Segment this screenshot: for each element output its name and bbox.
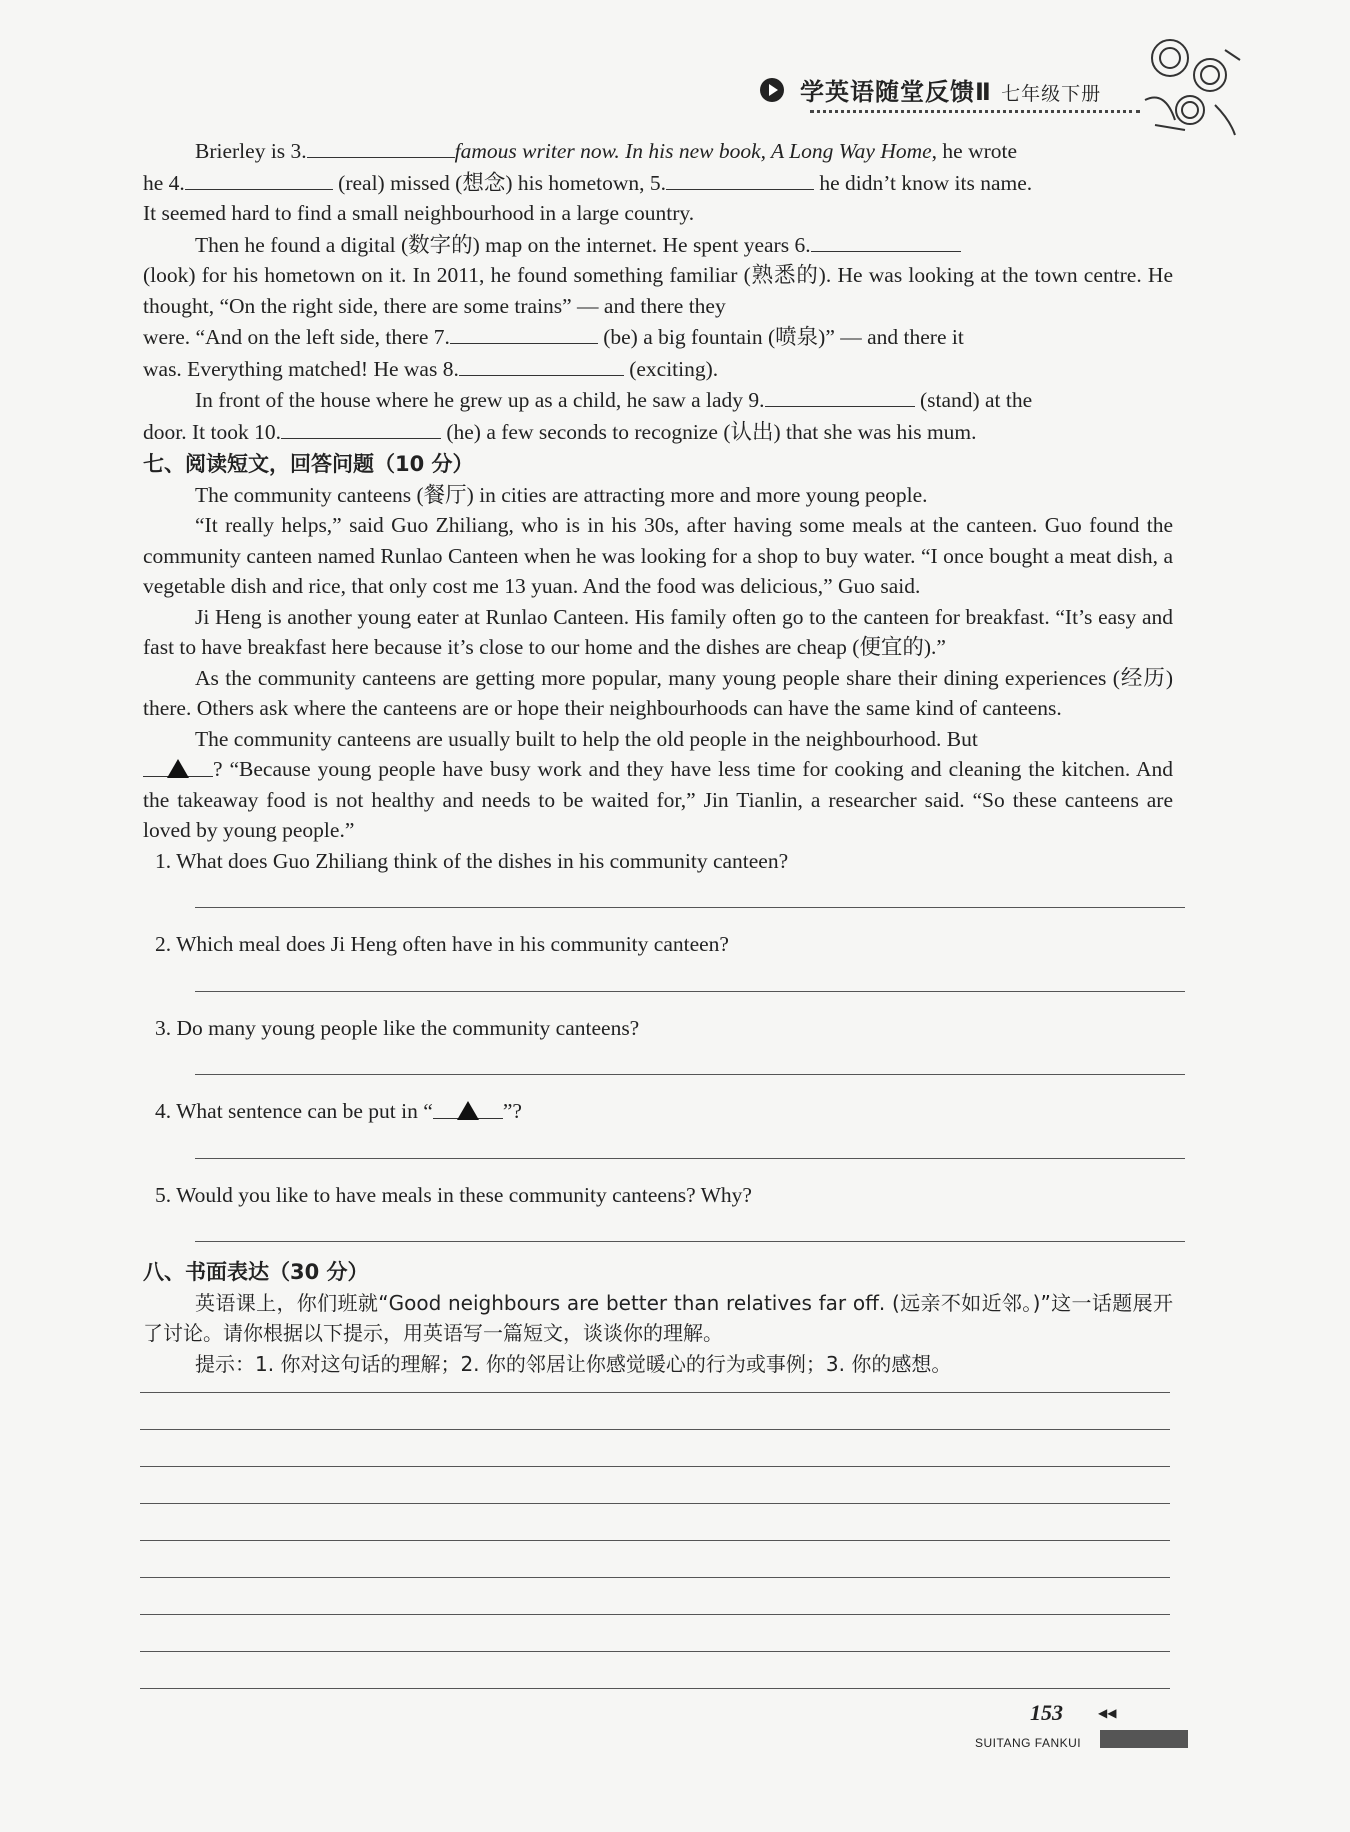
cloze-sentence: It seemed hard to find a small neighbourhood in a large country. <box>143 201 695 225</box>
cloze-text: door. It took 10. <box>143 419 281 444</box>
answer-line-2[interactable] <box>195 960 1185 992</box>
reading-paragraph: The community canteens (餐厅) in cities are attracting more and more young people. <box>195 482 928 507</box>
answer-line-5[interactable] <box>195 1210 1185 1242</box>
flower-decoration-icon <box>1135 30 1245 140</box>
cloze-text: Then he found a digital (数字的) map on the internet. He spent years 6. <box>195 232 811 257</box>
answer-line-3[interactable] <box>195 1043 1185 1075</box>
reading-paragraph: Ji Heng is another young eater at Runlao Canteen. His family often go to the canteen for breakfast. “It’s easy and fast to have breakfast here because it’s close to our home and the dishes are cheap (便宜的).” <box>143 604 1173 659</box>
page-number: 153 <box>1030 1700 1063 1725</box>
answer-blank-10[interactable] <box>281 416 441 439</box>
answer-blank-7[interactable] <box>450 321 598 344</box>
cloze-text: Brierley is 3. <box>195 139 307 163</box>
play-icon <box>760 78 784 102</box>
cloze-text: In front of the house where he grew up as a child, he saw a lady 9. <box>195 388 765 412</box>
book-title-text: A Long Way Home <box>771 139 932 163</box>
header-dotted-rule <box>810 110 1140 113</box>
answer-blank-4[interactable] <box>185 167 333 190</box>
cloze-line-9 <box>143 384 1173 416</box>
reading-paragraph: As the community canteens are getting more popular, many young people share their dining experiences (经历) there. Others ask where the canteens are or hope their neighbourhoods can have the same kind of canteens. <box>143 665 1173 720</box>
writing-line[interactable] <box>140 1688 1170 1689</box>
question-list <box>155 846 1173 1243</box>
reading-paragraph: The community canteens are usually built to help the old people in the neighbourhood. But <box>195 726 978 751</box>
writing-line[interactable] <box>140 1503 1170 1504</box>
question-3: 3. Do many young people like the community canteens? <box>155 1015 640 1040</box>
writing-line[interactable] <box>140 1540 1170 1541</box>
question-4-gap <box>433 1096 503 1119</box>
reading-paragraph: “It really helps,” said Guo Zhiliang, who is in his 30s, after having some meals at the canteen. Guo found the community canteen named Runlao Canteen when he was looking for a shop to buy water. “I once bought a meat dish, a vegetable dish and rice, that only cost me 13 yuan. And the food was delicious,” Guo said. <box>143 513 1173 598</box>
arrow-left-icon: ◀◀ <box>1098 1706 1117 1720</box>
cloze-text: (real) missed (想念) his hometown, 5. <box>338 170 666 195</box>
triangle-gap[interactable] <box>143 754 213 777</box>
question-2: 2. Which meal does Ji Heng often have in his community canteen? <box>155 932 729 956</box>
reading-paragraph-gap <box>143 754 1173 846</box>
cloze-passage <box>143 135 1173 1379</box>
cloze-text: were. “And on the left side, there 7. <box>143 325 450 349</box>
cloze-text: (stand) at the <box>919 388 1033 412</box>
writing-line[interactable] <box>140 1466 1170 1467</box>
question-1: 1. What does Guo Zhiliang think of the dishes in his community canteen? <box>155 848 789 873</box>
question-5: 5. Would you like to have meals in these community canteens? Why? <box>155 1182 752 1207</box>
writing-line[interactable] <box>140 1577 1170 1578</box>
cloze-text: he 4. <box>143 170 185 195</box>
writing-line[interactable] <box>140 1614 1170 1615</box>
question-4 <box>155 1096 1173 1127</box>
section-7-heading: 七、阅读短文，回答问题（10 分） <box>143 452 474 476</box>
reading-text: ? “Because young people have busy work and they have less time for cooking and cleaning the kitchen. And the takeaway food is not healthy and needs to be waited for,” Jin Tianlin, a researcher said. “So these canteens are loved by young people.” <box>143 757 1173 842</box>
writing-line[interactable] <box>140 1392 1170 1393</box>
writing-line[interactable] <box>140 1429 1170 1430</box>
cloze-line-3 <box>143 135 1173 167</box>
footer-logo-block <box>1100 1730 1188 1748</box>
page-header <box>760 68 1180 118</box>
book-title-main: 学英语随堂反馈Ⅱ <box>800 78 992 106</box>
cloze-text: he didn’t know its name. <box>819 170 1033 195</box>
writing-line[interactable] <box>140 1651 1170 1652</box>
cloze-text: famous writer now. In his new book, <box>454 139 772 163</box>
cloze-text: (exciting). <box>629 356 719 381</box>
answer-blank-5[interactable] <box>666 167 814 190</box>
cloze-line-10 <box>143 416 1173 448</box>
writing-hints: 提示：1. 你对这句话的理解；2. 你的邻居让你感觉暖心的行为或事例；3. 你的感想。 <box>195 1351 952 1376</box>
footer-brand: SUITANG FANKUI <box>975 1736 1082 1750</box>
cloze-text: (he) a few seconds to recognize (认出) that she was his mum. <box>446 419 977 444</box>
answer-blank-3[interactable] <box>307 135 455 158</box>
cloze-text: (be) a big fountain (喷泉)” — and there it <box>603 325 964 349</box>
cloze-line-8 <box>143 353 1173 385</box>
answer-blank-9[interactable] <box>765 384 915 407</box>
answer-line-1[interactable] <box>195 876 1185 908</box>
question-4-tail: ”? <box>502 1099 522 1123</box>
cloze-text: was. Everything matched! He was 8. <box>143 356 459 381</box>
book-title <box>800 72 1101 107</box>
cloze-text: , he wrote <box>931 139 1018 163</box>
writing-prompt: 英语课上，你们班就“Good neighbours are better than relatives far off. (远亲不如近邻。)”这一话题展开了讨论。请你根据以下提示，用英语写一篇短文，谈谈你的理解。 <box>143 1290 1173 1345</box>
cloze-line-6 <box>143 229 1173 261</box>
triangle-icon <box>167 759 189 778</box>
triangle-icon <box>457 1101 479 1120</box>
cloze-sentence: (look) for his hometown on it. In 2011, he found something familiar (熟悉的). He was looking at the town centre. He thought, “On the right side, there are some trains” — and there they <box>143 263 1173 318</box>
answer-line-4[interactable] <box>195 1127 1185 1159</box>
cloze-line-7 <box>143 321 1173 353</box>
answer-blank-8[interactable] <box>459 353 624 376</box>
book-title-grade: 七年级下册 <box>1001 83 1102 105</box>
answer-blank-6[interactable] <box>811 229 961 252</box>
question-4-text: 4. What sentence can be put in “ <box>155 1099 433 1123</box>
cloze-line-4 <box>143 167 1173 199</box>
section-8-heading: 八、书面表达（30 分） <box>143 1260 369 1284</box>
